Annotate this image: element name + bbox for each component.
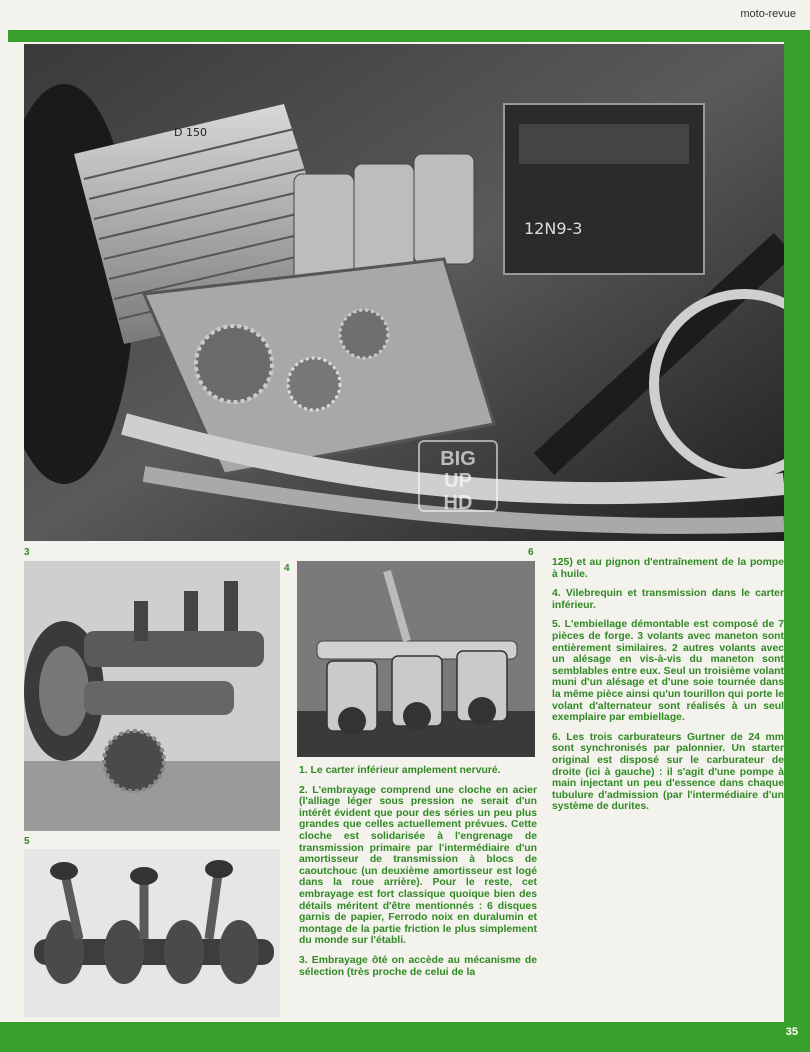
figure-number-4: 4	[284, 563, 290, 574]
main-engine-photo	[24, 44, 784, 541]
photo-crankshaft	[24, 849, 280, 1017]
figure-number-6: 6	[528, 547, 534, 558]
caption-5: 5. L'embiellage démontable est composé de 7 pièces de forge. 3 volants avec maneton sont entièrement similaires. 2 autres volants avec un alésage en vis-à-vis du maneton sont semblables entre eux. Seul un troisième volant muni d'un alésage et d'une soie tournée dans la même pièce ainsi qu'un tourillon qui porte le volant d'alternateur sont réalisés à un seul exemplaire par embiellage.	[552, 619, 784, 724]
watermark-line2: UP	[444, 470, 472, 492]
caption-3-continued: 125) et au pignon d'entraînement de la pompe à huile.	[552, 557, 784, 580]
captions-column-right	[552, 557, 784, 821]
captions-column-middle	[299, 765, 537, 986]
page-number: 35	[785, 1026, 798, 1038]
watermark-line3: HD	[443, 492, 473, 514]
caption-6: 6. Les trois carburateurs Gurtner de 24 mm sont synchronisés par palonnier. Un starter original est disposé sur le carburateur de droite (ici à gauche) : il s'agit d'une pompe à main injectant un peu d'essence dans chaque tubulure d'admission (par l'intermédiaire d'un système de durites.	[552, 731, 784, 813]
green-band-right	[784, 30, 810, 1030]
green-band-bottom	[0, 1022, 810, 1052]
watermark-line1: BIG	[440, 448, 476, 470]
cylinder-label: D 150	[174, 126, 207, 139]
caption-4: 4. Vilebrequin et transmission dans le carter inférieur.	[552, 588, 784, 611]
magazine-header: moto-revue	[740, 8, 796, 20]
figure-number-5: 5	[24, 836, 30, 847]
caption-2: 2. L'embrayage comprend une cloche en acier (l'alliage léger sous pression ne serait d'un intérêt évident que pour des séries un peu plus grandes que celles actuellement prévues. Cette cloche est solidarisée à l'engrenage de transmission primaire par l'intermédiaire d'un amortisseur de transmission à blocs de caoutchouc (un deuxième amortisseur est logé dans la roue arrière). Pour le reste, cet embrayage est fort classique quoique bien des détails méritent d'être mentionnés : 6 disques garnis de papier, Ferrodo noix en duralumin et montage de la partie friction le plus simplement du monde sur l'établi.	[299, 784, 537, 947]
caption-3: 3. Embrayage ôté on accède au mécanisme de sélection (très proche de celui de la	[299, 954, 537, 978]
photo-carburettors	[297, 561, 535, 757]
figure-number-3: 3	[24, 547, 30, 558]
caption-1: 1. Le carter inférieur amplement nervuré.	[299, 765, 501, 776]
photo-gearbox	[24, 561, 280, 831]
watermark-logo	[418, 440, 498, 512]
green-band-top	[8, 30, 810, 42]
battery-label: 12N9-3	[524, 219, 583, 238]
